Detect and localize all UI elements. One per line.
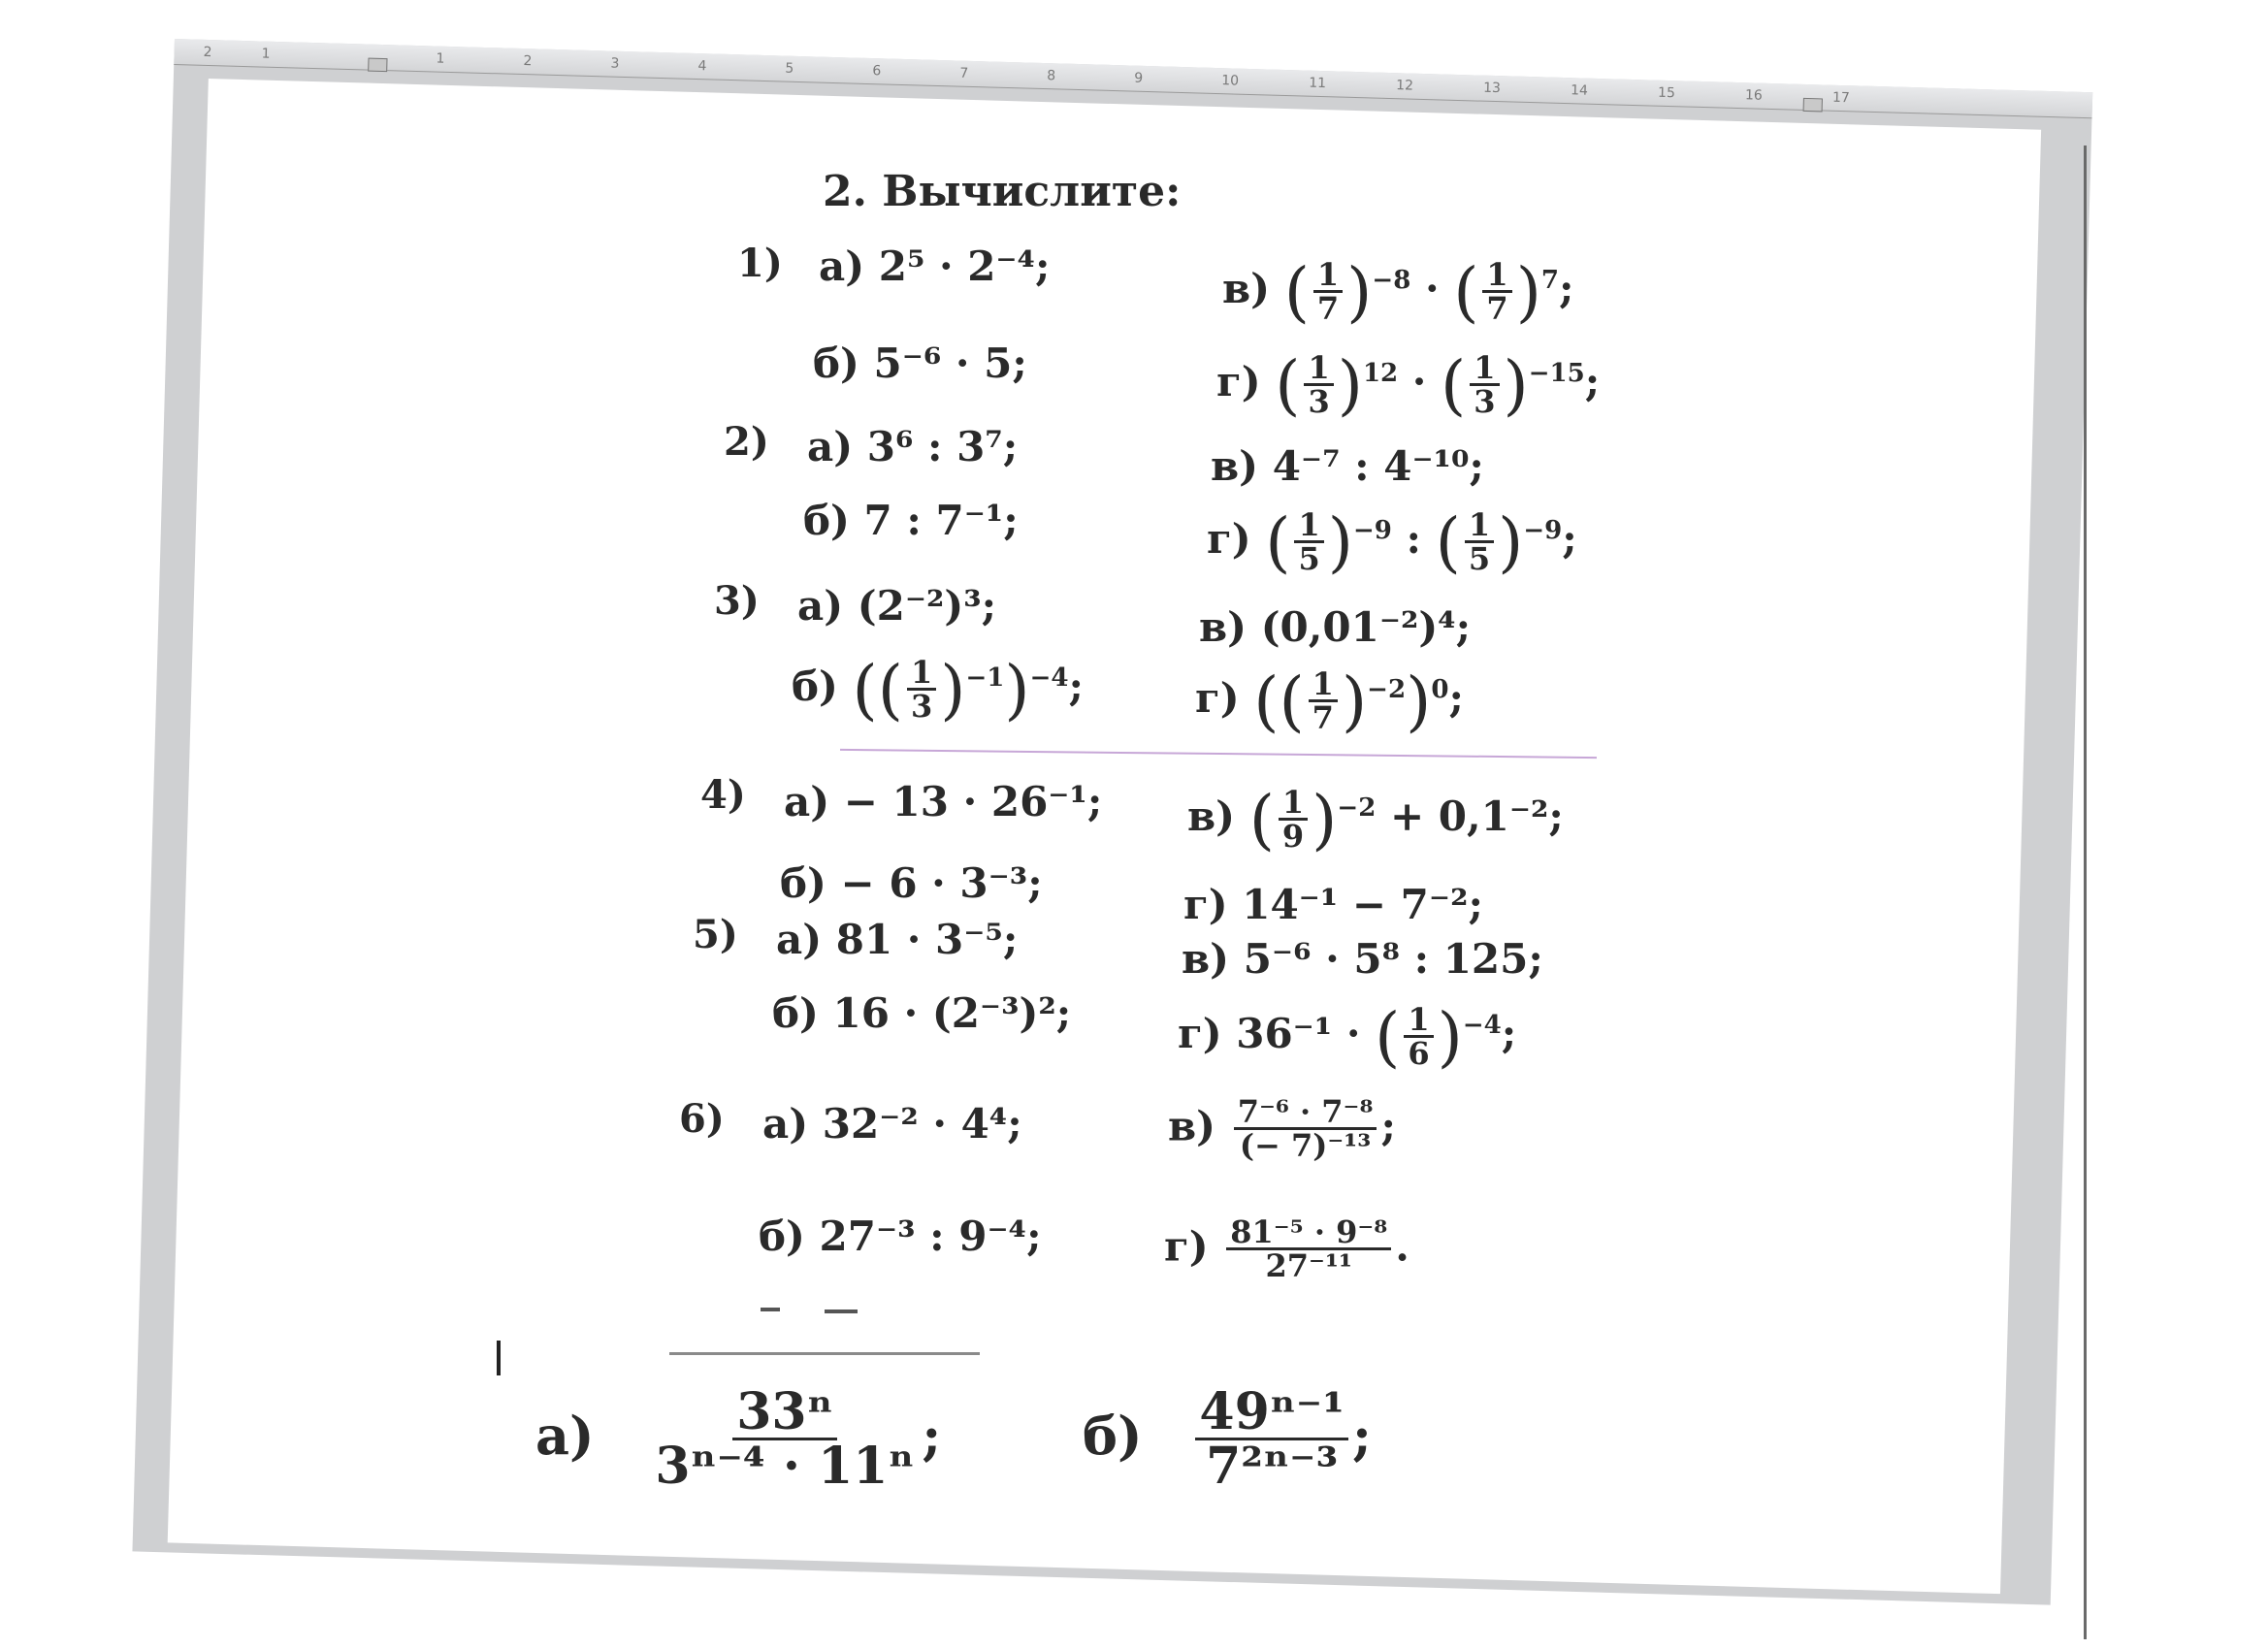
exponent: −15 xyxy=(1528,359,1585,388)
fraction-numerator: 1 xyxy=(1482,259,1511,293)
ruler-number: 17 xyxy=(1831,89,1851,107)
task-3g: г) (( $\frac{1}{7}$ )$^{-2}$)$^0$; xyxy=(1195,663,1464,739)
expression: 14⁻¹ − 7⁻²; xyxy=(1242,881,1483,928)
task-2v xyxy=(1211,442,1484,490)
expression: 27⁻³ : 9⁻⁴; xyxy=(819,1212,1042,1260)
ruler-number: 2 xyxy=(203,44,212,61)
item-label: в) xyxy=(1168,1102,1216,1150)
fraction-denominator: 3 xyxy=(1474,382,1496,420)
ruler-number: 2 xyxy=(523,53,533,70)
fraction-denominator: 27⁻¹¹ xyxy=(1265,1247,1352,1284)
ruler-number: 1 xyxy=(261,46,271,62)
exercise-title: 2. Вычислите: xyxy=(823,167,1182,216)
task-1b xyxy=(813,340,1027,387)
terminator: ; xyxy=(1501,1010,1517,1057)
task-6g xyxy=(1164,1213,1409,1284)
item-label: а) xyxy=(784,778,830,825)
exponent: −2 xyxy=(1337,793,1377,823)
ruler-number: 11 xyxy=(1308,75,1327,92)
fraction-denominator: 7 xyxy=(1312,698,1334,736)
scan-artifact xyxy=(669,1352,980,1355)
text-cursor xyxy=(497,1341,501,1375)
task-5v xyxy=(1182,935,1543,983)
ruler-number: 4 xyxy=(697,58,707,75)
task-number: 6) xyxy=(679,1096,725,1142)
ruler-number: 14 xyxy=(1570,82,1589,99)
fraction-denominator: 7 xyxy=(1486,289,1508,327)
task-5a xyxy=(776,916,1018,963)
expression: 81 · 3⁻⁵; xyxy=(835,916,1019,963)
task-3a xyxy=(797,582,996,630)
terminator: ; xyxy=(1562,515,1577,563)
fraction-denominator: 5 xyxy=(1468,539,1491,577)
exponent: −9 xyxy=(1352,516,1392,545)
ruler-number: 9 xyxy=(1134,70,1144,86)
exponent: −9 xyxy=(1523,516,1563,545)
fraction-denominator: 5 xyxy=(1298,539,1320,577)
item-label: б) xyxy=(792,663,838,710)
item-label: г) xyxy=(1178,1010,1222,1057)
ruler-number: 16 xyxy=(1744,87,1764,104)
terminator: . xyxy=(1395,1222,1409,1271)
fraction-denominator: (− 7)⁻¹³ xyxy=(1239,1127,1372,1164)
exponent: −4 xyxy=(1029,663,1069,693)
terminator: ; xyxy=(1380,1102,1396,1150)
expression: 4⁻⁷ : 4⁻¹⁰; xyxy=(1272,442,1484,490)
ruler-number: 3 xyxy=(610,55,620,72)
item-label: б) xyxy=(1083,1404,1143,1467)
item-label: а) xyxy=(797,582,844,630)
ruler-number: 7 xyxy=(959,65,969,81)
scan-artifact xyxy=(761,1308,780,1311)
task-2b xyxy=(803,497,1019,544)
operator: : xyxy=(1406,515,1422,563)
terminator: ; xyxy=(1559,265,1574,312)
expression: − 6 · 3⁻³; xyxy=(840,859,1043,907)
fraction-numerator: 1 xyxy=(907,657,936,691)
fraction-numerator: 1 xyxy=(1404,1004,1433,1038)
task-3v xyxy=(1199,603,1471,651)
exponent: 12 xyxy=(1362,359,1399,388)
task-2a xyxy=(807,423,1018,470)
operator: · xyxy=(1411,358,1427,405)
fraction-denominator: 9 xyxy=(1281,817,1305,855)
fraction-numerator: 1 xyxy=(1470,352,1499,386)
item-label: а) xyxy=(776,916,823,963)
terminator: ; xyxy=(1584,358,1601,405)
terminator: ; xyxy=(1448,674,1464,722)
fraction-numerator: 7⁻⁶ · 7⁻⁸ xyxy=(1234,1096,1377,1130)
item-label: г) xyxy=(1183,881,1228,928)
item-label: а) xyxy=(762,1100,809,1148)
ruler-number: 5 xyxy=(785,60,794,77)
expression: 32⁻² · 4⁴; xyxy=(822,1100,1022,1148)
fraction-numerator: 1 xyxy=(1313,259,1343,293)
fraction-denominator: 7 xyxy=(1316,289,1340,327)
item-label: а) xyxy=(807,423,854,470)
exponent: −8 xyxy=(1372,266,1411,295)
bottom-task-b xyxy=(1083,1382,1372,1496)
ruler-number: 13 xyxy=(1482,80,1502,97)
item-label: в) xyxy=(1199,603,1247,651)
expression: 5⁻⁶ · 5; xyxy=(873,340,1027,387)
task-5g: г) 36⁻¹ · ( $\frac{1}{6}$ )$^{-4}$; xyxy=(1178,999,1517,1075)
fraction-numerator: 1 xyxy=(1309,668,1338,702)
item-label: г) xyxy=(1207,515,1251,563)
bottom-task-a xyxy=(535,1382,942,1496)
exponent: 0 xyxy=(1431,675,1449,704)
task-number: 1) xyxy=(737,241,783,286)
task-4b xyxy=(780,859,1043,907)
expression: + 0,1⁻²; xyxy=(1389,792,1564,840)
fraction-denominator: 3ⁿ⁻⁴ · 11ⁿ xyxy=(655,1437,915,1496)
task-3b: б) (( $\frac{1}{3}$ )$^{-1}$)$^{-4}$; xyxy=(792,652,1085,728)
terminator: ; xyxy=(1068,663,1085,710)
exponent: −4 xyxy=(1462,1011,1502,1040)
exponent: −2 xyxy=(1367,675,1407,704)
exponent: 7 xyxy=(1540,266,1560,295)
expression: 36⁻¹ · xyxy=(1236,1010,1361,1057)
task-number: 3) xyxy=(714,578,760,624)
terminator: ; xyxy=(922,1404,942,1467)
item-label: б) xyxy=(759,1212,805,1260)
fraction-denominator: 3 xyxy=(910,687,933,725)
ruler-number: 8 xyxy=(1047,68,1056,84)
fraction-denominator: 7²ⁿ⁻³ xyxy=(1206,1437,1339,1496)
task-6a xyxy=(762,1100,1022,1148)
task-number: 4) xyxy=(700,772,746,818)
item-label: в) xyxy=(1222,265,1271,312)
expression: (0,01⁻²)⁴; xyxy=(1260,603,1472,651)
task-1g: г) ( $\frac{1}{3}$ )$^{12}$ · ( $\frac{1}{3}$ )$^{-15}$; xyxy=(1216,347,1601,423)
task-6b xyxy=(759,1212,1042,1260)
scan-artifact xyxy=(825,1310,858,1313)
task-5b xyxy=(772,989,1071,1037)
fraction-numerator: 49ⁿ⁻¹ xyxy=(1195,1387,1348,1440)
fraction-denominator: 3 xyxy=(1308,382,1330,420)
pen-mark xyxy=(840,749,1597,759)
fraction-denominator: 6 xyxy=(1408,1034,1430,1072)
task-6v xyxy=(1168,1093,1396,1164)
fraction-numerator: 1 xyxy=(1279,787,1308,821)
ruler-number: 12 xyxy=(1395,78,1414,94)
item-label: в) xyxy=(1187,792,1236,840)
task-4a xyxy=(784,778,1102,825)
fraction-numerator: 1 xyxy=(1304,352,1333,386)
item-label: в) xyxy=(1211,442,1259,490)
item-label: б) xyxy=(813,340,859,387)
item-label: г) xyxy=(1164,1222,1209,1271)
task-1v: в) ( $\frac{1}{7}$ )$^{-8}$ · ( $\frac{1}{7}$ )$^7$; xyxy=(1222,254,1574,330)
expression: − 13 · 26⁻¹; xyxy=(843,778,1103,825)
exponent: −1 xyxy=(965,663,1005,693)
item-label: б) xyxy=(803,497,850,544)
task-number: 2) xyxy=(724,419,769,465)
expression: 2⁵ · 2⁻⁴; xyxy=(878,242,1051,290)
expression: 5⁻⁶ · 5⁸ : 125; xyxy=(1243,935,1543,983)
ruler-number: 15 xyxy=(1657,84,1676,102)
item-label: в) xyxy=(1182,935,1230,983)
item-label: а) xyxy=(819,242,865,290)
fraction-numerator: 1 xyxy=(1465,509,1494,543)
expression: 16 · (2⁻³)²; xyxy=(832,989,1072,1037)
task-4v: в) ( $\frac{1}{9}$ )$^{-2}$ + 0,1⁻²; xyxy=(1187,782,1564,857)
expression: 3⁶ : 3⁷; xyxy=(866,423,1019,470)
item-label: б) xyxy=(780,859,826,907)
operator: · xyxy=(1424,265,1440,312)
fraction-numerator: 1 xyxy=(1294,509,1323,543)
task-2g: г) ( $\frac{1}{5}$ )$^{-9}$ : ( $\frac{1}{5}$ )$^{-9}$; xyxy=(1207,504,1577,580)
ruler-number: 1 xyxy=(436,50,445,67)
fraction-numerator: 81⁻⁵ · 9⁻⁸ xyxy=(1226,1216,1391,1250)
expression: 7 : 7⁻¹; xyxy=(863,497,1019,544)
item-label: г) xyxy=(1195,674,1240,722)
item-label: г) xyxy=(1216,358,1261,405)
terminator: ; xyxy=(1351,1404,1372,1467)
task-4g xyxy=(1183,881,1483,928)
task-1a xyxy=(819,242,1051,290)
item-label: б) xyxy=(772,989,819,1037)
ruler-number: 6 xyxy=(872,63,882,80)
fraction-numerator: 33ⁿ xyxy=(732,1387,836,1440)
expression: (2⁻²)³; xyxy=(857,582,997,630)
task-number: 5) xyxy=(693,912,738,957)
ruler-number: 10 xyxy=(1220,73,1240,89)
item-label: а) xyxy=(535,1404,595,1467)
